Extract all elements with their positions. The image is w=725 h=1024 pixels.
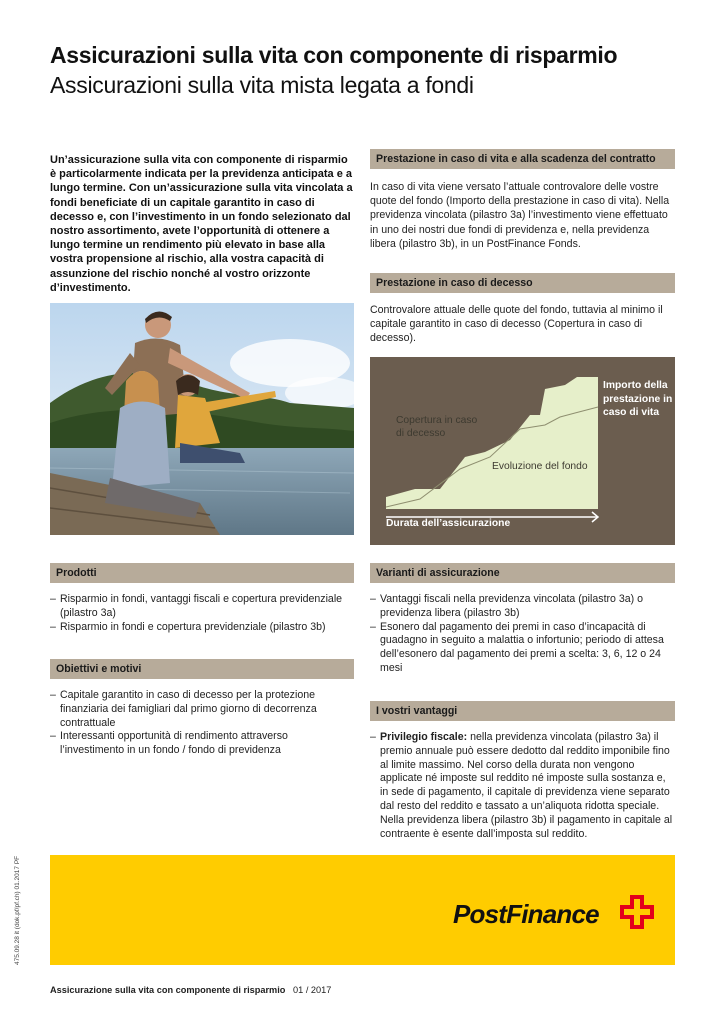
benefit-amount-label: Importo della prestazione in caso di vita — [603, 380, 673, 418]
section-varianti-heading: Varianti di assicurazione — [370, 563, 675, 583]
prodotti-list — [50, 593, 350, 634]
list-item: – Risparmio in fondi, vantaggi fiscali e copertura previdenziale (pilastro 3a) — [50, 593, 350, 621]
section-obiettivi-heading: Obiettivi e motivi — [50, 659, 354, 679]
footer-doc-title: Assicurazione sulla vita con componente di risparmio — [50, 985, 286, 995]
obiettivi-list — [50, 689, 350, 758]
vantaggi-item-bold: Privilegio fiscale: — [380, 731, 468, 743]
section-prodotti-heading: Prodotti — [50, 563, 354, 583]
varianti-list — [370, 593, 675, 676]
vantaggi-list — [370, 731, 675, 841]
list-item: – Vantaggi fiscali nella previdenza vincolata (pilastro 3a) o previdenza libera (pilastro 3b) — [370, 593, 675, 621]
postfinance-logo-text: PostFinance — [453, 899, 599, 929]
brand-band — [50, 855, 675, 965]
list-item: – Interessanti opportunità di rendimento attraverso l’investimento in un fondo / fondo di previdenza — [50, 730, 350, 758]
section-decesso-text: Controvalore attuale delle quote del fondo, tuttavia al minimo il capitale garantito in caso di decesso (Copertura in caso di decesso). — [370, 304, 663, 345]
coverage-label: Copertura in caso di decesso — [396, 415, 478, 439]
list-item: – Risparmio in fondi e copertura previdenziale (pilastro 3b) — [50, 621, 350, 635]
swiss-cross-icon — [620, 895, 654, 929]
page-subtitle: Assicurazioni sulla vita mista legata a fondi — [50, 72, 474, 98]
fund-evolution-label: Evoluzione del fondo — [492, 461, 588, 472]
footer — [50, 985, 331, 995]
list-item — [370, 731, 675, 841]
fund-area — [386, 377, 598, 509]
duration-axis-label: Durata dell’assicurazione — [386, 518, 511, 529]
page-title: Assicurazioni sulla vita con componente di risparmio — [50, 42, 618, 68]
intro-text: Un’assicurazione sulla vita con componente di risparmio è particolarmente indicata per la previdenza anticipata e a lungo termine. Con un’assicurazione sulla vita vincolata a fondi beneficiate di un capitale garantito in caso di decesso e, con l’investimento in un fondo selezionato dal nostro assortimento, avete l’opportunità di ottenere a lungo termine un rendimento più elevato in base alla vostra propensione al rischio, alla vostra capacità di assunzione del rischio nonché al vostro orizzonte d’investimento. — [50, 154, 353, 294]
section-vita-heading: Prestazione in caso di vita e alla scadenza del contratto — [370, 149, 675, 169]
document-code: 475.09.28 it (dok.pf/pf.ch) 01.2017 PF — [14, 855, 21, 965]
vantaggi-item-text: nella previdenza vincolata (pilastro 3a) il premio annuale può essere dedotto dal reddito imponibile fino al limite massimo. Nel corso della durata non vengono applicate né imposte sul reddito né imposte sulla sostanza e, in sede di pagamento, il capitale di previdenza viene separato dal resto del reddito e tassato a un’aliquota ridotta speciale. Nella previdenza libera (pilastro 3b) il pagamento in capitale al contraente è esente dall’imposta sul reddito. — [380, 731, 673, 840]
benefit-diagram — [370, 357, 675, 545]
footer-date: 01 / 2017 — [293, 985, 332, 995]
list-item: – Esonero dal pagamento dei premi in caso d’incapacità di guadagno in seguito a malattia o infortunio; periodo di attesa dell’esonero dal pagamento dei premi a scelta: 3, 6, 12 o 24 mesi — [370, 621, 675, 676]
section-vita-text: In caso di vita viene versato l’attuale controvalore delle vostre quote del fondo (Importo della prestazione in caso di vita). Nella previdenza vincolata (pilastro 3a) l’investimento viene effettuato in uno dei nostri due fondi di previdenza e, nella previdenza libera (pilastro 3b), in un PostFinance Fonds. — [370, 181, 670, 250]
section-decesso-heading: Prestazione in caso di decesso — [370, 273, 675, 293]
section-vantaggi-heading: I vostri vantaggi — [370, 701, 675, 721]
list-item: – Capitale garantito in caso di decesso per la protezione finanziaria dei famigliari dal primo giorno di decorrenza contrattuale — [50, 689, 350, 730]
family-lake-photo — [50, 303, 354, 535]
